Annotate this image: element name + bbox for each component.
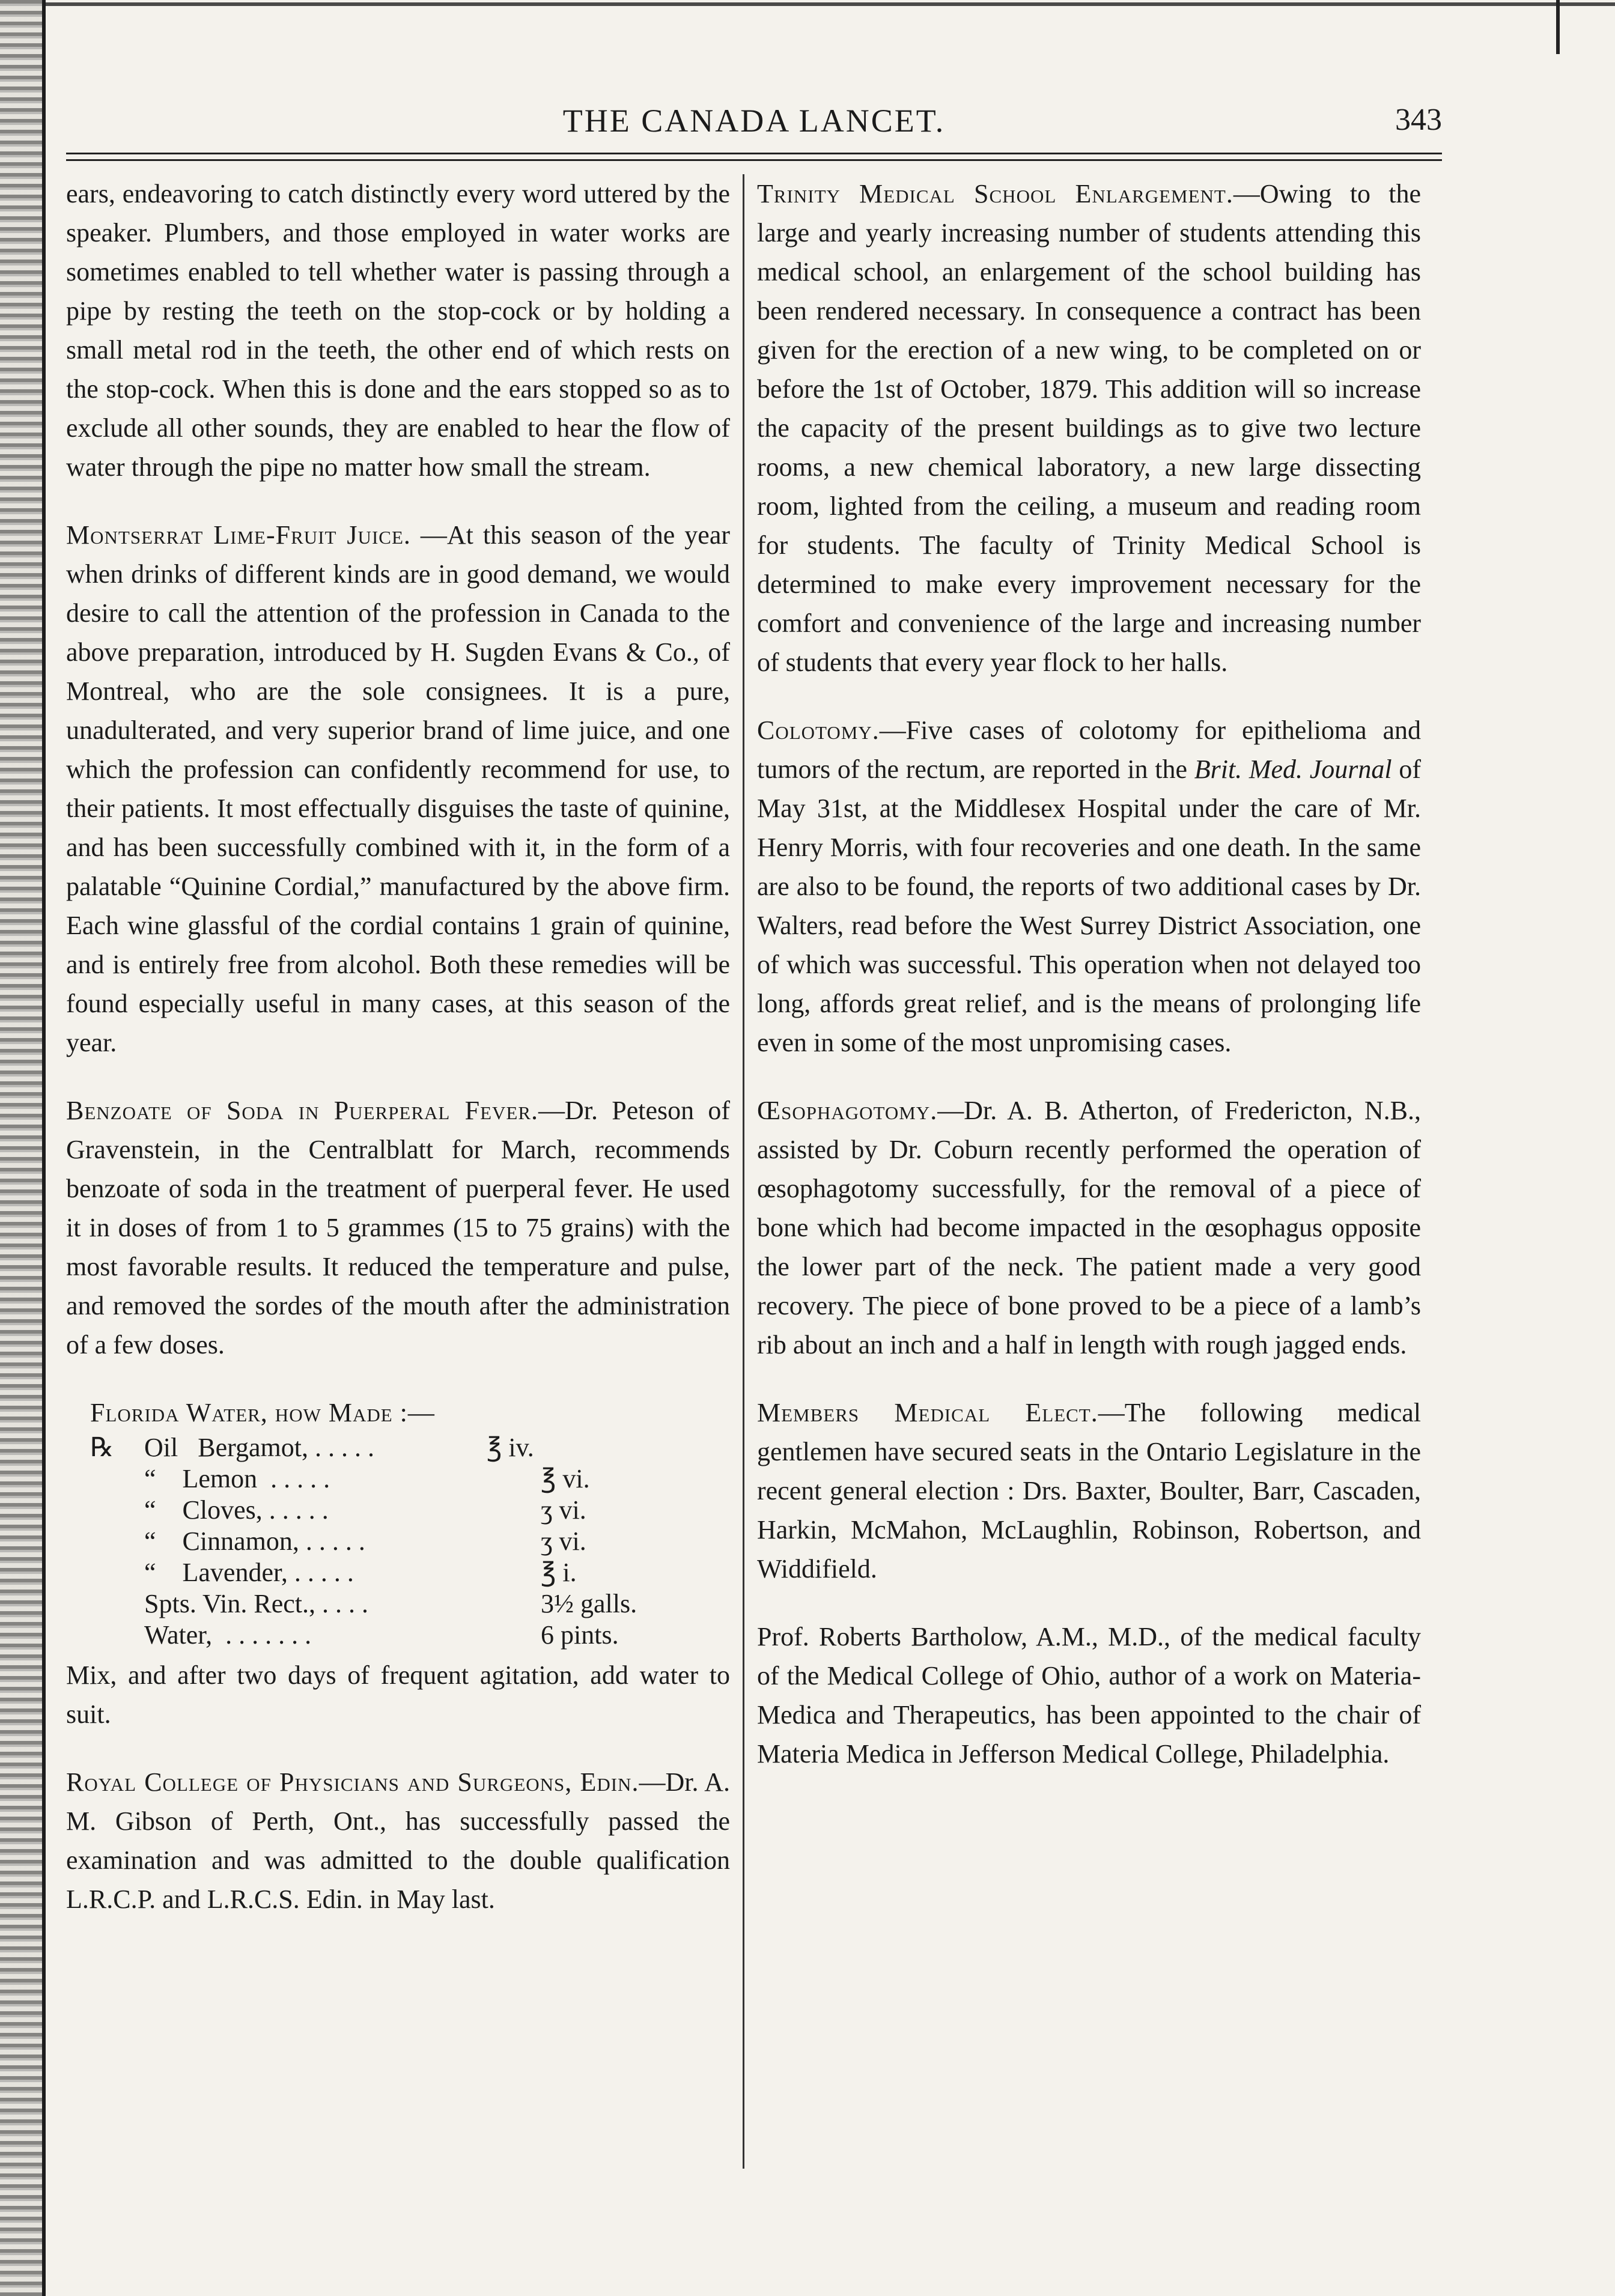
column-rule [743, 174, 744, 2169]
ingredient-name: “ Cloves, . . . . . [144, 1495, 329, 1525]
recipe-symbol: ℞ [90, 1433, 114, 1462]
article-benzoate [66, 1091, 730, 1364]
article-heading: Royal College of Physicians and Surgeons, Edin. [66, 1767, 639, 1797]
article-body: of May 31st, at the Middlesex Hospital under the care of Mr. Henry Morris, with four recoveries and one death. In the same are also to be found, the reports of two additional cases by Dr. Walters, read before the West Surrey District Association, one of which was successful. This operation when not delayed too long, affords great relief, and is the means of prolonging life even in some of the most unpromising cases. [757, 755, 1421, 1057]
ingredient-quantity: ʒ vi. [541, 1495, 586, 1525]
article-royal-college [66, 1763, 730, 1919]
ingredient-name: Water, . . . . . . . [144, 1620, 312, 1650]
article-trinity [757, 174, 1421, 682]
recipe-row [90, 1620, 730, 1651]
ingredient-name: Spts. Vin. Rect., . . . . [144, 1589, 369, 1618]
ingredient-quantity: ʒ vi. [541, 1526, 586, 1556]
recipe-row [90, 1495, 730, 1526]
recipe-indent [90, 1620, 144, 1651]
article-body: —Dr. Peteson of Gravenstein, in the Centralblatt for March, recommends benzoate of soda in the treatment of puerperal fever. He used it in doses of from 1 to 5 grammes (15 to 75 grains) with the most favorable results. It reduced the temperature and pulse, and removed the sordes of the mouth after the administration of a few doses. [66, 1096, 731, 1359]
article-body: —Dr. A. M. Gibson of Perth, Ont., has successfully passed the examination and was admitted to the double qualification L.R.C.P. and L.R.C.S. Edin. in May last. [66, 1767, 730, 1914]
article-colotomy [757, 711, 1421, 1062]
journal-citation: Brit. Med. Journal [1194, 755, 1392, 784]
ingredient-quantity: 6 pints. [541, 1620, 619, 1650]
recipe-note: Mix, and after two days of frequent agitation, add water to suit. [66, 1660, 730, 1729]
recipe-row [90, 1588, 730, 1620]
article-heading: Trinity Medical School Enlargement. [757, 179, 1233, 208]
ingredient-name: Oil Bergamot, . . . . . [144, 1433, 374, 1462]
article-body: —At this season of the year when drinks of different kinds are in good demand, we would desire to call the attention of the profession in Canada to the above preparation, introduced by H. Sugden Evans & Co., of Montreal, who are the sole consignees. It is a pure, unadulterated, and very superior brand of lime juice, and one which the profession can confidently recommend for use, to their patients. It most effectually disguises the taste of quinine, and has been successfully combined with it, in the form of a palatable “Quinine Cordial,” manufactured by the above firm. Each wine glassful of the cordial contains 1 grain of quinine, and is entirely free from alcohol. Both these remedies will be found especially useful in many cases, at this season of the year. [66, 520, 731, 1057]
right-column [757, 174, 1421, 1802]
ingredient-name: “ Cinnamon, . . . . . [144, 1526, 365, 1556]
header-rule [66, 153, 1442, 161]
article-heading: Members Medical Elect. [757, 1398, 1098, 1427]
scan-top-rule [46, 2, 1615, 6]
recipe-heading: Florida Water, how Made :— [90, 1398, 435, 1427]
article-body: —The following medical gentlemen have secured seats in the Ontario Legislature in the recent general election : Drs. Baxter, Boulter, Barr, Cascaden, Harkin, McMahon, McLaughlin, Robinson, Robertson, and Widdifield. [757, 1398, 1421, 1584]
article-members-elect [757, 1393, 1421, 1588]
recipe-row [90, 1526, 730, 1557]
article-heading: Benzoate of Soda in Puerperal Fever. [66, 1096, 539, 1125]
page-number: 343 [1395, 103, 1442, 137]
article-heading: Œsophagotomy. [757, 1096, 938, 1125]
recipe-indent [90, 1557, 144, 1588]
journal-page [66, 102, 1442, 1914]
corner-tick [1556, 0, 1560, 54]
recipe-indent [90, 1526, 144, 1557]
recipe-indent [90, 1588, 144, 1620]
article-montserrat [66, 515, 730, 1062]
ingredient-quantity: ℥ vi. [541, 1464, 590, 1493]
ingredient-quantity: ℥ iv. [487, 1433, 534, 1462]
article-body: —Five cases of colotomy for epithelioma and tumors of the rectum, are reported in the [757, 715, 1421, 784]
recipe-indent [90, 1463, 144, 1495]
article-bartholow: Prof. Roberts Bartholow, A.M., M.D., of the medical faculty of the Medical College of Ohio, author of a work on Materia-Medica and Therapeutics, has been appointed to the chair of Materia Medica in Jefferson Medical College, Philadelphia. [757, 1622, 1421, 1769]
journal-title: THE CANADA LANCET. [562, 103, 946, 139]
article-heading: Colotomy. [757, 715, 880, 745]
page-binding-edge [0, 0, 42, 2296]
ingredient-name: “ Lavender, . . . . . [144, 1558, 354, 1587]
ingredient-quantity: ℥ i. [541, 1558, 577, 1587]
article-oesophagotomy [757, 1091, 1421, 1364]
recipe-row [90, 1463, 730, 1495]
article-heading: Montserrat Lime-Fruit Juice. [66, 520, 411, 550]
running-head [66, 102, 1442, 162]
article-body: —Owing to the large and yearly increasing number of students attending this medical school, an enlargement of the school building has been rendered necessary. In consequence a contract has been given for the erection of a new wing, to be completed on or before the 1st of October, 1879. This addition will so increase the capacity of the present buildings as to give two lecture rooms, a new chemical laboratory, a new large dissecting room, lighted from the ceiling, a museum and reading room for students. The faculty of Trinity Medical School is determined to make every improvement necessary for the comfort and convenience of the large and increasing number of students that every year flock to her halls. [757, 179, 1421, 677]
article-ear-continuation: ears, endeavoring to catch distinctly every word uttered by the speaker. Plumbers, and those employed in water works are sometimes enabled to tell whether water is passing through a pipe by resting the teeth on the stop-cock or by holding a small metal rod in the teeth, the other end of which rests on the stop-cock. When this is done and the ears stopped so as to exclude all other sounds, they are enabled to hear the flow of water through the pipe no matter how small the stream. [66, 179, 730, 482]
recipe-table [90, 1432, 730, 1651]
recipe-row [90, 1432, 730, 1463]
recipe-row [90, 1557, 730, 1588]
ingredient-name: “ Lemon . . . . . [144, 1464, 330, 1493]
article-body: —Dr. A. B. Atherton, of Fredericton, N.B., assisted by Dr. Coburn recently performed the operation of œsophagotomy successfully, for the removal of a piece of bone which had become impacted in the œsophagus opposite the lower part of the neck. The patient made a very good recovery. The piece of bone proved to be a piece of a lamb’s rib about an inch and a half in length with rough jagged ends. [757, 1096, 1421, 1359]
ingredient-quantity: 3½ galls. [541, 1589, 637, 1618]
left-column [66, 174, 730, 1948]
recipe-indent [90, 1495, 144, 1526]
binding-line [42, 0, 46, 2296]
